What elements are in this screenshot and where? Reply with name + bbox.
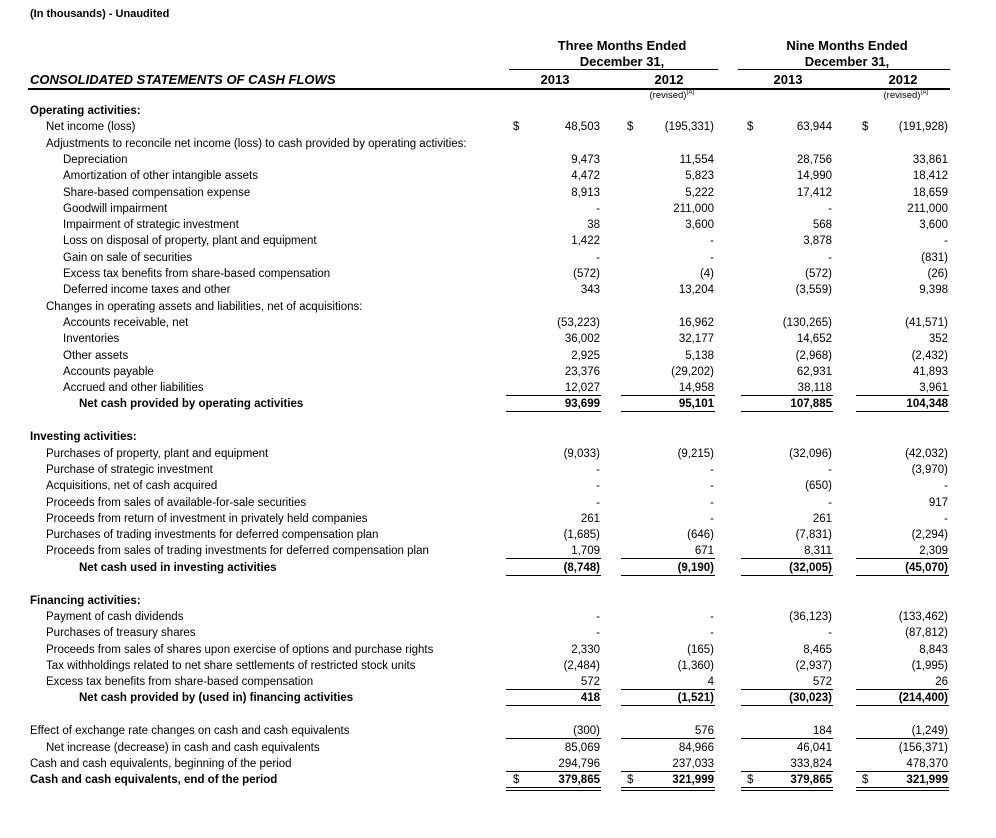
cell-value: (1,685) xyxy=(563,529,600,542)
cell-value: 63,944 xyxy=(796,121,832,134)
cell-value: 28,756 xyxy=(796,153,832,166)
table-row xyxy=(0,217,996,233)
table-row xyxy=(0,527,996,543)
row-label: Adjustments to reconcile net income (loss) to cash provided by operating activities: xyxy=(46,137,467,150)
cell-value: (165) xyxy=(687,643,714,656)
table-row xyxy=(0,364,996,380)
cell-value: - xyxy=(596,480,600,493)
cell-value: 13,204 xyxy=(678,284,714,297)
row-label: Investing activities: xyxy=(30,431,137,444)
cell-value: (2,484) xyxy=(563,659,600,672)
table-row xyxy=(0,331,996,347)
cell-value: (9,215) xyxy=(677,447,714,460)
cell-value: 8,913 xyxy=(571,186,600,199)
section-header-row xyxy=(0,593,996,609)
cell-value: (156,371) xyxy=(898,741,948,754)
cell-value: 11,554 xyxy=(679,153,714,166)
cell-value: 26 xyxy=(935,676,948,689)
revised-label-col-4 xyxy=(864,90,948,101)
currency-symbol: $ xyxy=(862,774,869,787)
table-row xyxy=(0,511,996,527)
cell-value: - xyxy=(596,202,600,215)
cell-value: - xyxy=(710,235,714,248)
currency-symbol: $ xyxy=(513,774,520,787)
year-col-3: 2013 xyxy=(773,72,803,87)
row-label: Net income (loss) xyxy=(46,121,136,134)
row-label: Net cash used in investing activities xyxy=(79,561,277,574)
cell-value: (1,249) xyxy=(911,725,948,738)
cell-value: (572) xyxy=(573,268,600,280)
cell-value: 333,824 xyxy=(790,757,832,770)
three-months-header xyxy=(510,38,734,70)
cell-value: 294,796 xyxy=(558,757,600,770)
row-label: Proceeds from return of investment in privately held companies xyxy=(46,512,368,525)
cell-value: 8,311 xyxy=(804,545,832,558)
cell-value: 917 xyxy=(928,496,948,509)
row-label: Inventories xyxy=(63,333,120,346)
total-row xyxy=(0,560,996,576)
cell-value: (214,400) xyxy=(898,692,948,705)
column-rule xyxy=(856,575,949,576)
cell-value: (32,005) xyxy=(789,561,832,574)
column-rule xyxy=(621,575,715,576)
cell-value: 211,000 xyxy=(673,202,714,215)
year-col-2: 2012 xyxy=(654,72,684,87)
row-label: Purchases of trading investments for deferred compensation plan xyxy=(46,529,379,542)
cell-value: 2,309 xyxy=(919,545,948,558)
total-row xyxy=(0,690,996,706)
cell-value: (300) xyxy=(573,725,600,738)
cell-value: (3,559) xyxy=(795,284,832,297)
column-rule xyxy=(621,705,715,706)
total-row xyxy=(0,772,996,788)
table-row xyxy=(0,756,996,772)
revised-text: (revised) xyxy=(649,90,687,102)
cell-value: (53,223) xyxy=(557,316,600,329)
row-label: Proceeds from sales of shares upon exercise of options and purchase rights xyxy=(46,643,434,656)
cell-value: 572 xyxy=(812,676,832,689)
cell-value: (36,123) xyxy=(789,610,832,623)
column-rule xyxy=(741,705,833,706)
row-label: Deferred income taxes and other xyxy=(63,284,231,297)
cell-value: 5,138 xyxy=(685,349,714,362)
table-row xyxy=(0,380,996,396)
cell-value: (42,032) xyxy=(905,447,948,460)
cell-value: 572 xyxy=(580,676,600,689)
table-row xyxy=(0,348,996,364)
cell-value: 33,861 xyxy=(912,153,948,166)
table-row xyxy=(0,299,996,315)
cell-value: 321,999 xyxy=(672,774,714,787)
cell-value: 5,823 xyxy=(685,170,714,183)
table-row xyxy=(0,136,996,152)
table-row xyxy=(0,185,996,201)
column-rule xyxy=(621,790,715,791)
cell-value: (7,831) xyxy=(795,529,832,542)
cell-value: (2,968) xyxy=(795,349,832,362)
cell-value: (9,033) xyxy=(563,447,600,460)
cell-value: (32,096) xyxy=(789,447,832,460)
cell-value: 211,000 xyxy=(907,202,948,215)
cell-value: 84,966 xyxy=(678,741,714,754)
column-rule xyxy=(506,787,601,788)
cell-value: 261 xyxy=(580,512,600,525)
cell-value: 107,885 xyxy=(790,398,832,411)
cell-value: 2,330 xyxy=(571,643,600,656)
table-row xyxy=(0,446,996,462)
row-label: Accrued and other liabilities xyxy=(63,382,204,395)
column-rule xyxy=(741,787,833,788)
cell-value: 95,101 xyxy=(678,398,714,411)
row-label: Payment of cash dividends xyxy=(46,610,184,623)
column-rule xyxy=(506,575,601,576)
cell-value: - xyxy=(596,463,600,476)
currency-symbol: $ xyxy=(627,774,634,787)
cell-value: - xyxy=(710,480,714,493)
column-rule xyxy=(506,790,601,791)
cell-value: (1,995) xyxy=(911,659,948,672)
cell-value: (191,928) xyxy=(898,121,948,134)
row-label: Excess tax benefits from share-based compensation xyxy=(46,676,314,689)
currency-symbol: $ xyxy=(627,121,634,134)
cell-value: (45,070) xyxy=(905,561,948,574)
row-label: Impairment of strategic investment xyxy=(63,219,239,232)
cell-value: 18,659 xyxy=(912,186,948,199)
column-rule xyxy=(621,787,715,788)
cell-value: 104,348 xyxy=(906,398,948,411)
three-months-line1: Three Months Ended xyxy=(557,38,687,53)
three-months-underline xyxy=(509,69,718,70)
row-label: Excess tax benefits from share-based compensation xyxy=(63,268,331,280)
currency-symbol: $ xyxy=(747,121,754,134)
cell-value: (26) xyxy=(927,268,948,280)
cell-value: 9,473 xyxy=(571,153,600,166)
cell-value: 4 xyxy=(707,676,714,689)
row-label: Operating activities: xyxy=(30,105,141,117)
cell-value: - xyxy=(828,463,832,476)
column-rule xyxy=(856,705,949,706)
cell-value: 379,865 xyxy=(558,774,600,787)
currency-symbol: $ xyxy=(513,121,520,134)
cell-value: - xyxy=(596,610,600,623)
cell-value: - xyxy=(596,496,600,509)
cell-value: 12,027 xyxy=(564,382,600,395)
column-rule xyxy=(856,787,949,788)
revised-footnote-mark: (A) xyxy=(920,90,929,96)
total-row xyxy=(0,396,996,412)
row-label: Cash and cash equivalents, end of the period xyxy=(30,774,278,787)
row-label: Purchase of strategic investment xyxy=(46,463,213,476)
cell-value: 41,893 xyxy=(912,365,948,378)
cell-value: 237,033 xyxy=(672,757,714,770)
table-row xyxy=(0,282,996,298)
cell-value: (646) xyxy=(687,529,714,542)
cell-value: - xyxy=(710,251,714,264)
nine-months-line2: December 31, xyxy=(804,54,890,69)
report-note: (In thousands) - Unaudited xyxy=(30,8,170,20)
cell-value: 3,878 xyxy=(803,235,832,248)
cell-value: (195,331) xyxy=(664,121,714,134)
row-label: Cash and cash equivalents, beginning of the period xyxy=(30,757,292,770)
column-rule xyxy=(741,790,833,791)
cell-value: 23,376 xyxy=(564,365,600,378)
revised-text: (revised) xyxy=(883,90,921,102)
cell-value: 1,422 xyxy=(571,235,600,248)
row-label: Depreciation xyxy=(63,153,128,166)
cell-value: 85,069 xyxy=(564,741,600,754)
table-row xyxy=(0,609,996,625)
cell-value: 48,503 xyxy=(564,121,600,134)
cell-value: 8,465 xyxy=(803,643,832,656)
cell-value: 14,990 xyxy=(796,170,832,183)
column-rule xyxy=(856,790,949,791)
table-row xyxy=(0,266,996,282)
cell-value: (41,571) xyxy=(905,316,948,329)
cell-value: 46,041 xyxy=(796,741,832,754)
cell-value: 671 xyxy=(694,545,714,558)
cell-value: 5,222 xyxy=(685,186,714,199)
cell-value: 62,931 xyxy=(796,365,832,378)
cell-value: (2,937) xyxy=(795,659,832,672)
table-row xyxy=(0,658,996,674)
cell-value: 379,865 xyxy=(790,774,832,787)
table-row xyxy=(0,478,996,494)
table-row xyxy=(0,168,996,184)
cell-value: - xyxy=(710,463,714,476)
cell-value: - xyxy=(596,627,600,640)
table-row xyxy=(0,119,996,135)
row-label: Proceeds from sales of trading investments for deferred compensation plan xyxy=(46,545,429,558)
cell-value: (1,521) xyxy=(677,692,714,705)
cell-value: - xyxy=(710,512,714,525)
cell-value: 16,962 xyxy=(678,316,714,329)
revised-label-col-2 xyxy=(630,90,714,101)
row-label: Proceeds from sales of available-for-sale securities xyxy=(46,496,307,509)
cell-value: - xyxy=(710,610,714,623)
table-row xyxy=(0,201,996,217)
currency-symbol: $ xyxy=(862,121,869,134)
year-col-4: 2012 xyxy=(888,72,918,87)
cell-value: (831) xyxy=(921,251,948,264)
column-rule xyxy=(741,411,833,412)
row-label: Net cash provided by (used in) financing activities xyxy=(79,692,354,705)
table-row xyxy=(0,462,996,478)
cell-value: 568 xyxy=(812,219,832,232)
cell-value: - xyxy=(828,202,832,215)
column-rule xyxy=(621,411,715,412)
table-row xyxy=(0,723,996,739)
cell-value: 343 xyxy=(580,284,600,297)
cell-value: 14,958 xyxy=(678,382,714,395)
cell-value: (87,812) xyxy=(905,627,948,640)
statement-title: CONSOLIDATED STATEMENTS OF CASH FLOWS xyxy=(30,72,336,87)
cell-value: - xyxy=(828,251,832,264)
cell-value: (572) xyxy=(805,268,832,280)
row-label: Accounts receivable, net xyxy=(63,316,189,329)
cell-value: - xyxy=(944,512,948,525)
cell-value: 3,600 xyxy=(919,219,948,232)
row-label: Net increase (decrease) in cash and cash equivalents xyxy=(46,741,320,754)
table-row xyxy=(0,642,996,658)
cell-value: 9,398 xyxy=(919,284,948,297)
row-label: Changes in operating assets and liabilities, net of acquisitions: xyxy=(46,300,363,313)
cell-value: - xyxy=(944,480,948,493)
table-row xyxy=(0,625,996,641)
cell-value: 4,472 xyxy=(571,170,600,183)
cell-value: (4) xyxy=(699,268,714,280)
table-row xyxy=(0,315,996,331)
row-label: Amortization of other intangible assets xyxy=(63,170,258,183)
cell-value: 8,843 xyxy=(919,643,948,656)
cell-value: 38,118 xyxy=(797,382,832,395)
cell-value: - xyxy=(828,496,832,509)
table-row xyxy=(0,250,996,266)
cell-value: 1,709 xyxy=(571,545,600,558)
row-label: Gain on sale of securities xyxy=(63,251,193,264)
row-label: Net cash provided by operating activities xyxy=(79,398,304,411)
row-label: Acquisitions, net of cash acquired xyxy=(46,480,218,493)
section-header-row xyxy=(0,103,996,119)
cell-value: (1,360) xyxy=(677,659,714,672)
cell-value: 36,002 xyxy=(564,333,600,346)
revised-footnote-mark: (A) xyxy=(686,90,695,96)
cell-value: (30,023) xyxy=(789,692,832,705)
column-rule xyxy=(506,705,601,706)
table-row xyxy=(0,233,996,249)
row-label: Loss on disposal of property, plant and equipment xyxy=(63,235,317,248)
cell-value: 184 xyxy=(812,725,832,738)
cell-value: 14,652 xyxy=(796,333,832,346)
row-label: Tax withholdings related to net share settlements of restricted stock units xyxy=(46,659,416,672)
row-label: Financing activities: xyxy=(30,594,141,607)
cell-value: - xyxy=(710,496,714,509)
cell-value: - xyxy=(596,251,600,264)
cell-value: (29,202) xyxy=(671,365,714,378)
cell-value: 38 xyxy=(587,219,600,232)
cell-value: (2,294) xyxy=(911,529,948,542)
cell-value: 17,412 xyxy=(796,186,832,199)
cell-value: 2,925 xyxy=(571,349,600,362)
row-label: Purchases of property, plant and equipment xyxy=(46,447,269,460)
row-label: Effect of exchange rate changes on cash and cash equivalents xyxy=(30,725,350,738)
cell-value: (650) xyxy=(805,480,832,493)
nine-months-header xyxy=(735,38,959,70)
table-row xyxy=(0,543,996,559)
cell-value: 352 xyxy=(928,333,948,346)
currency-symbol: $ xyxy=(747,774,754,787)
table-row xyxy=(0,674,996,690)
nine-months-line1: Nine Months Ended xyxy=(786,38,908,53)
cell-value: (8,748) xyxy=(563,561,600,574)
section-header-row xyxy=(0,429,996,445)
title-underline xyxy=(28,88,950,90)
row-label: Other assets xyxy=(63,349,129,362)
cell-value: (3,970) xyxy=(911,463,948,476)
cell-value: 418 xyxy=(580,692,600,705)
row-label: Purchases of treasury shares xyxy=(46,627,196,640)
cell-value: 32,177 xyxy=(678,333,714,346)
cell-value: - xyxy=(944,235,948,248)
table-row xyxy=(0,495,996,511)
cell-value: (2,432) xyxy=(911,349,948,362)
cell-value: - xyxy=(710,627,714,640)
cell-value: 3,961 xyxy=(919,382,948,395)
table-row xyxy=(0,152,996,168)
cell-value: - xyxy=(828,627,832,640)
cell-value: (133,462) xyxy=(898,610,948,623)
table-row xyxy=(0,740,996,756)
row-label: Share-based compensation expense xyxy=(63,186,251,199)
cell-value: 93,699 xyxy=(564,398,600,411)
three-months-line2: December 31, xyxy=(579,54,665,69)
cell-value: 478,370 xyxy=(906,757,948,770)
row-label: Accounts payable xyxy=(63,365,154,378)
cell-value: 18,412 xyxy=(912,170,948,183)
cell-value: (130,265) xyxy=(782,316,832,329)
cell-value: 261 xyxy=(812,512,832,525)
column-rule xyxy=(856,411,949,412)
cell-value: 321,999 xyxy=(906,774,948,787)
cell-value: 3,600 xyxy=(685,219,714,232)
column-rule xyxy=(506,411,601,412)
cell-value: 576 xyxy=(694,725,714,738)
column-rule xyxy=(741,575,833,576)
cell-value: (9,190) xyxy=(677,561,714,574)
year-col-1: 2013 xyxy=(540,72,570,87)
nine-months-underline xyxy=(738,69,950,70)
row-label: Goodwill impairment xyxy=(63,202,168,215)
